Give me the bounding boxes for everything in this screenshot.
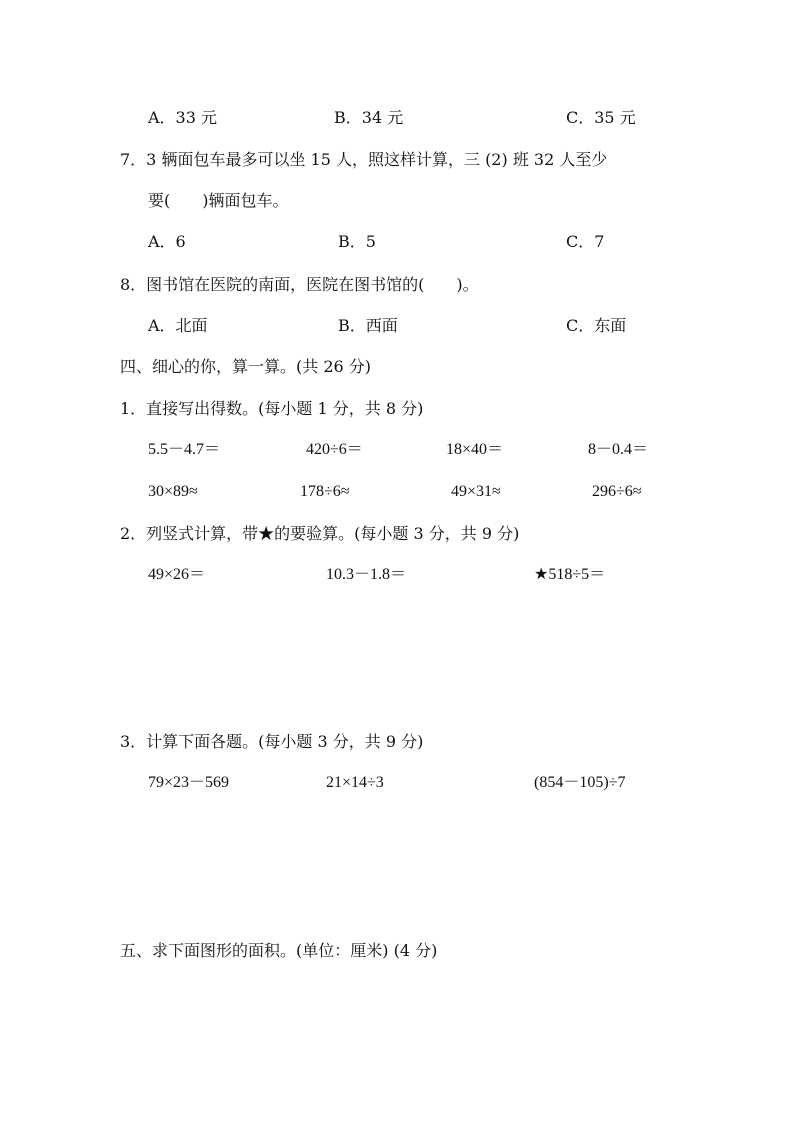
- estimate-item: 178÷6≈: [300, 483, 350, 500]
- oral-calc-item: 5.5－4.7＝: [148, 441, 221, 458]
- q8-option-b: B．西面: [338, 316, 398, 335]
- oral-calc-item: 420÷6＝: [306, 441, 363, 458]
- q7-option-c: C．7: [566, 232, 605, 251]
- q6-option-b: B．34 元: [334, 108, 404, 127]
- estimate-item: 30×89≈: [148, 483, 198, 500]
- section4-part2-title: 2．列竖式计算，带★的要验算。(每小题 3 分，共 9 分): [120, 524, 520, 543]
- vertical-calc-item: 10.3－1.8＝: [326, 566, 407, 583]
- q6-option-c: C．35 元: [566, 108, 636, 127]
- oral-calc-item: 18×40＝: [446, 441, 504, 458]
- estimate-item: 296÷6≈: [592, 483, 642, 500]
- section4-part3-title: 3．计算下面各题。(每小题 3 分，共 9 分): [120, 732, 424, 751]
- section4-part1-title: 1．直接写出得数。(每小题 1 分，共 8 分): [120, 399, 424, 418]
- q7-option-a: A．6: [148, 232, 186, 251]
- mixed-calc-item: 21×14÷3: [326, 774, 384, 791]
- vertical-calc-item-verify: ★518÷5＝: [534, 566, 606, 583]
- mixed-calc-item: (854－105)÷7: [534, 774, 626, 791]
- q6-option-a: A．33 元: [148, 108, 218, 127]
- mixed-calc-item: 79×23－569: [148, 774, 230, 791]
- section5-title: 五、求下面图形的面积。(单位：厘米) (4 分): [120, 941, 438, 960]
- oral-calc-item: 8－0.4＝: [588, 441, 649, 458]
- q8-option-c: C．东面: [566, 316, 627, 335]
- estimate-item: 49×31≈: [451, 483, 501, 500]
- q7-text-line1: 7．3 辆面包车最多可以坐 15 人，照这样计算，三 (2) 班 32 人至少: [120, 150, 608, 169]
- q8-text: 8．图书馆在医院的南面，医院在图书馆的( )。: [120, 275, 479, 294]
- q7-text-line2: 要( )辆面包车。: [148, 191, 289, 210]
- section4-title: 四、细心的你，算一算。(共 26 分): [120, 357, 372, 376]
- vertical-calc-item: 49×26＝: [148, 566, 206, 583]
- q7-option-b: B．5: [338, 232, 376, 251]
- q8-option-a: A．北面: [148, 316, 208, 335]
